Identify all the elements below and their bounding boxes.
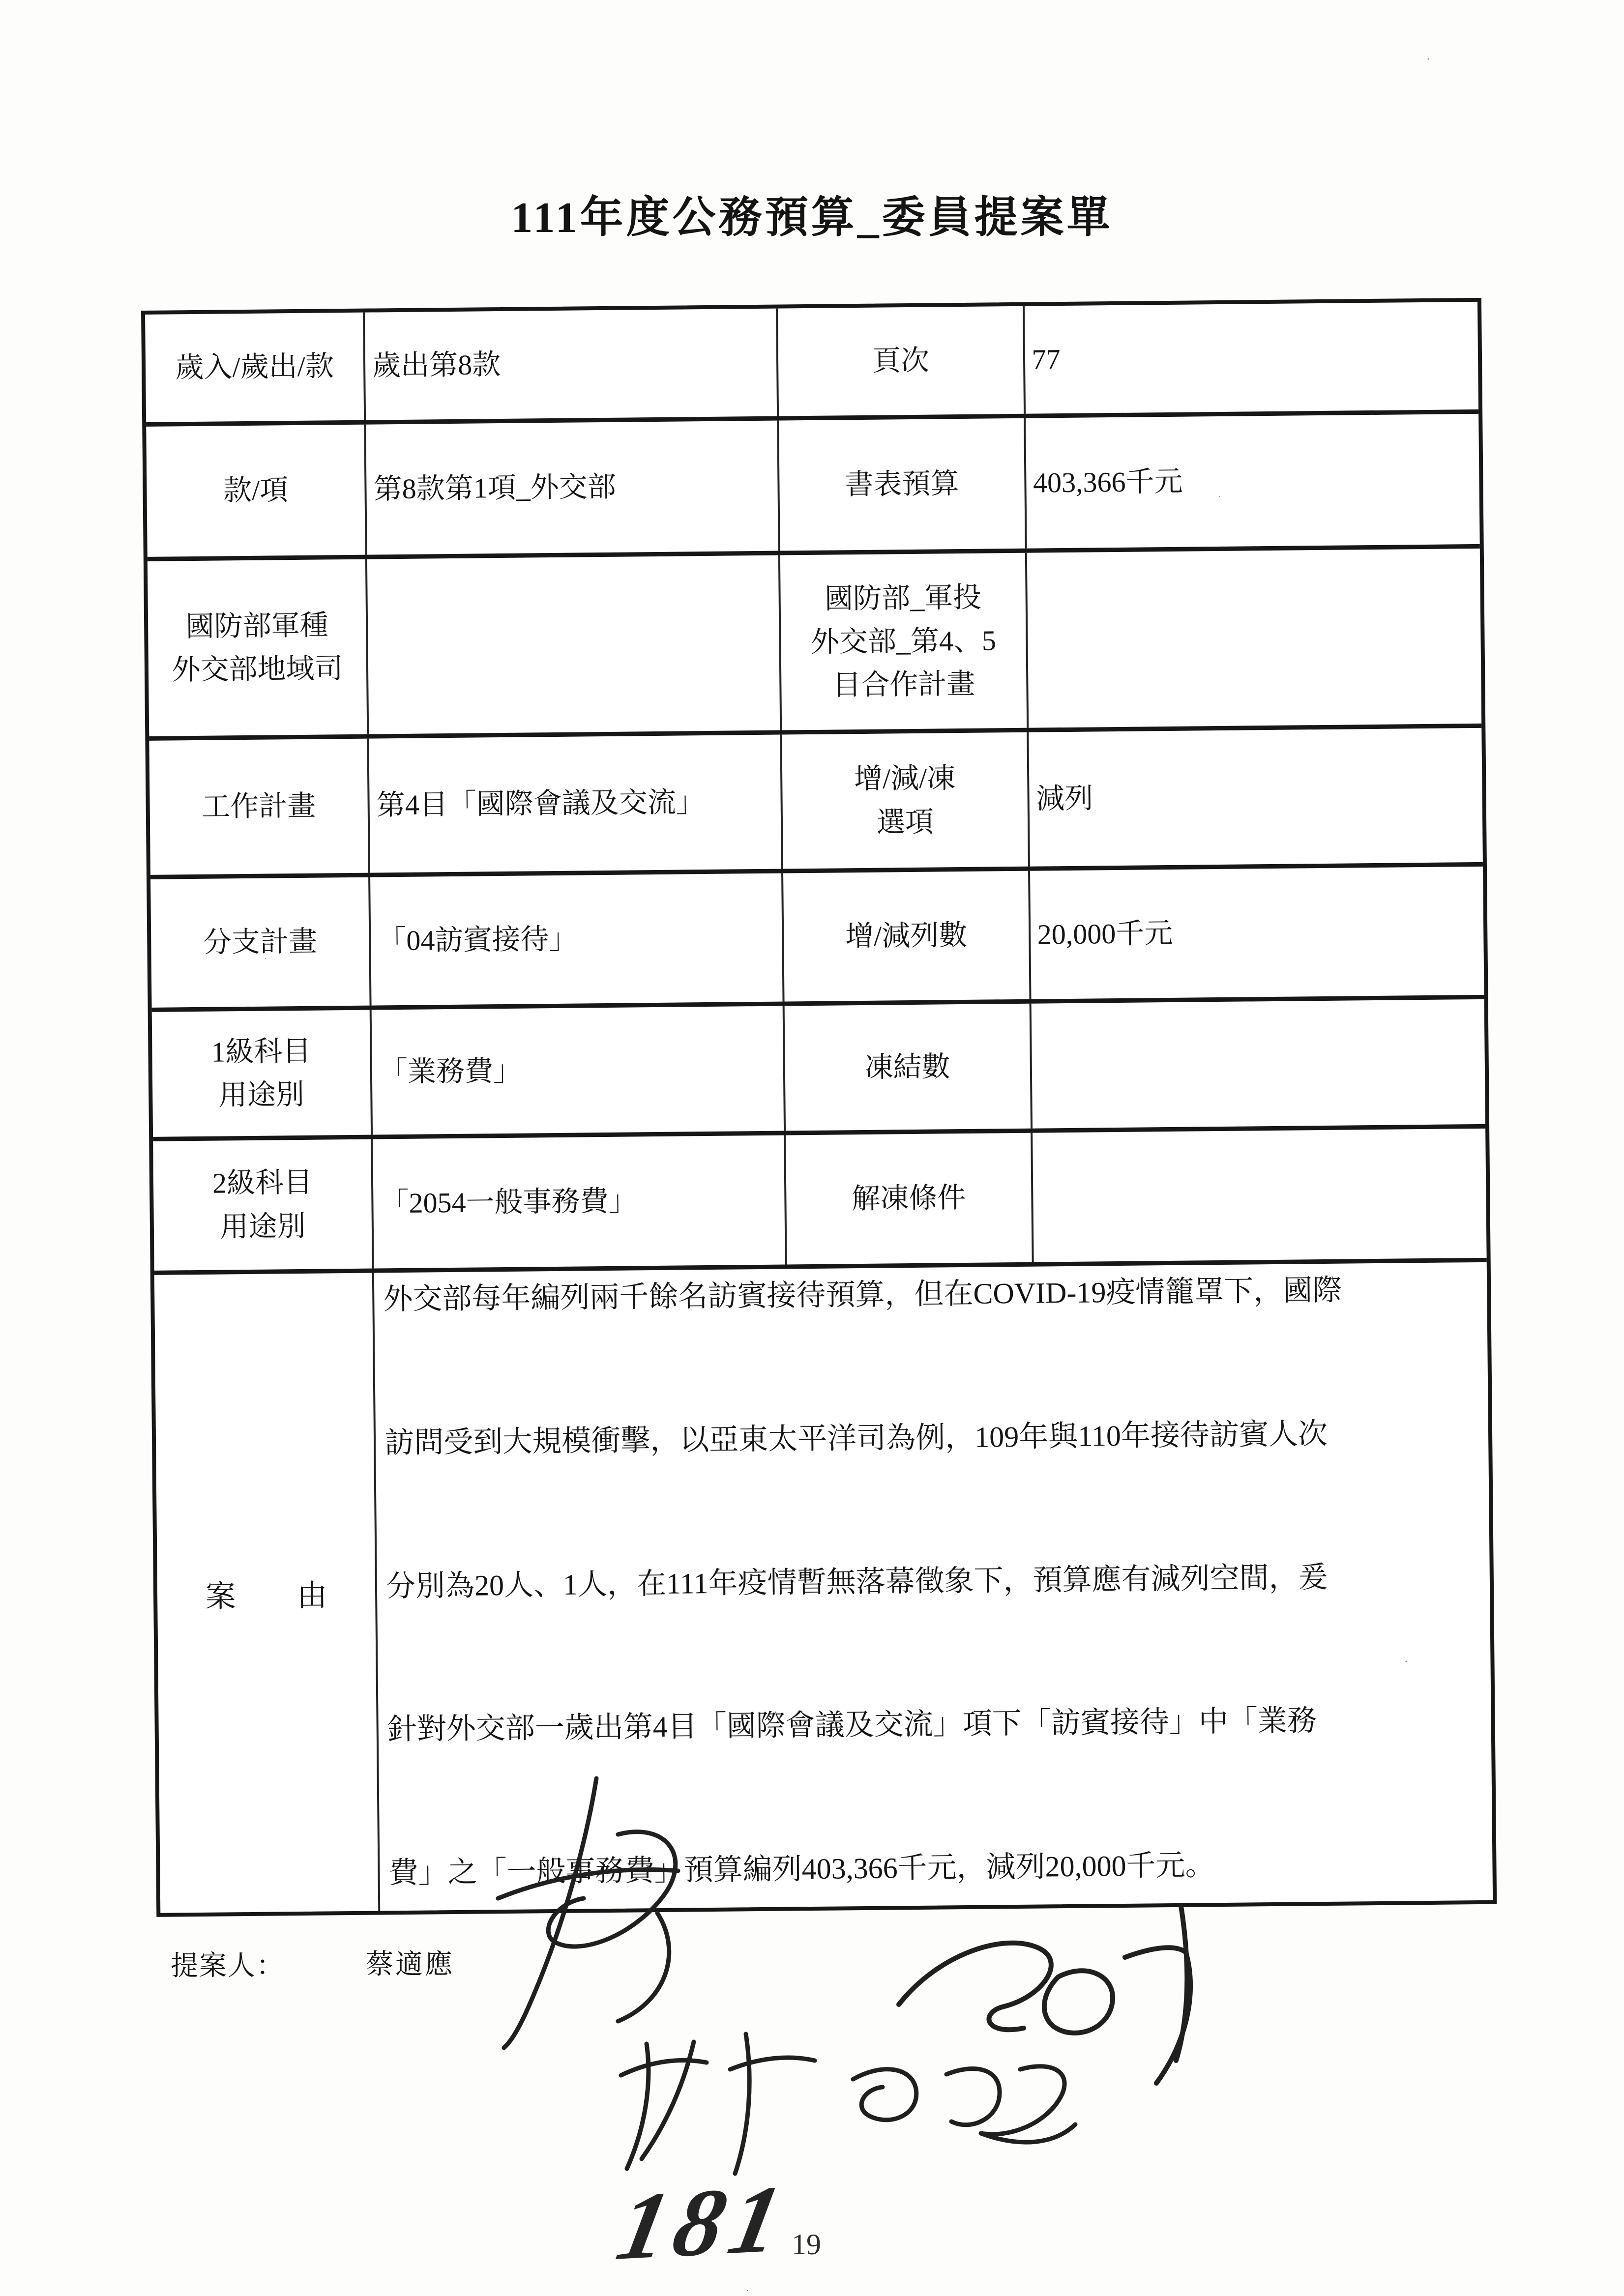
table-row	[152, 999, 1485, 1141]
proposer-label: 提案人：	[171, 1951, 285, 1981]
row-label-unfreeze-condition: 解凍條件	[786, 1133, 1033, 1265]
row-value-budget-section: 歲出第8款	[365, 309, 779, 420]
row-label-page-index: 頁次	[778, 306, 1025, 416]
row-value-coop-project	[1027, 549, 1481, 728]
row-label-frozen-amount: 凍結數	[785, 1004, 1033, 1131]
row-value-branch-plan: 「04訪賓接待」	[370, 873, 785, 1006]
row-label-budget-section: 歲入/歲出/款	[145, 313, 366, 422]
page-title: 111年度公務預算_委員提案單	[511, 194, 1113, 242]
row-value-department	[367, 555, 782, 734]
row-value-frozen-amount	[1031, 999, 1485, 1129]
row-value-level1-subject: 「業務費」	[372, 1006, 786, 1135]
case-reason-line: 費」之「一般事務費」預算編列403,366千元，減列20,000千元。	[388, 1849, 1215, 1889]
case-reason-label: 案 由	[154, 1273, 381, 1913]
row-label-level1-subject: 1級科目 用途別	[152, 1010, 373, 1137]
printed-page-number: 19	[792, 2228, 821, 2261]
row-label-item: 款/項	[146, 425, 367, 557]
row-label-adjust-amount: 增/減列數	[783, 871, 1031, 1002]
proposal-table	[141, 298, 1497, 1917]
table-row	[145, 302, 1478, 427]
row-value-level2-subject: 「2054一般事務費」	[373, 1135, 787, 1268]
row-value-adjust-amount: 20,000千元	[1037, 917, 1173, 951]
table-row	[149, 728, 1483, 879]
handwritten-signature-1	[470, 1774, 730, 2055]
row-value-page-index: 77	[1032, 343, 1061, 376]
row-value-adjust-option: 減列	[1035, 782, 1093, 815]
row-label-branch-plan: 分支計畫	[150, 877, 372, 1008]
row-label-work-plan: 工作計畫	[149, 739, 370, 875]
row-label-level2-subject: 2級科目 用途別	[153, 1139, 374, 1271]
table-row	[146, 414, 1480, 561]
row-value-item: 第8款第1項_外交部	[366, 421, 780, 555]
handwritten-signature-3	[588, 2015, 1084, 2187]
proposer-name: 蔡適應	[366, 1949, 454, 1980]
row-value-book-budget: 403,366千元	[1033, 465, 1183, 499]
case-reason-line: 針對外交部一歲出第4目「國際會議及交流」項下「訪賓接待」中「業務	[387, 1704, 1317, 1746]
row-label-adjust-option: 增/減/凍 選項	[782, 732, 1030, 869]
case-reason-line: 分別為20人、1人，在111年疫情暫無落幕徵象下，預算應有減列空間，爰	[385, 1561, 1328, 1602]
table-row	[153, 1129, 1486, 1275]
table-row	[150, 867, 1484, 1012]
handwritten-page-number: 181	[609, 2165, 797, 2281]
case-reason-line: 訪問受到大規模衝擊，以亞東太平洋司為例，109年與110年接待訪賓人次	[384, 1417, 1328, 1459]
case-reason-line: 外交部每年編列兩千餘名訪賓接待預算，但在COVID-19疫情籠罩下，國際	[383, 1274, 1342, 1316]
row-value-unfreeze-condition	[1033, 1129, 1487, 1262]
row-value-work-plan: 第4目「國際會議及交流」	[369, 735, 784, 873]
row-label-book-budget: 書表預算	[779, 418, 1027, 551]
row-label-coop-project: 國防部_軍投 外交部_第4、5 目合作計畫	[780, 553, 1029, 730]
table-row	[148, 549, 1481, 741]
case-reason-row	[154, 1262, 1493, 1913]
row-label-department: 國防部軍種 外交部地域司	[148, 559, 369, 736]
